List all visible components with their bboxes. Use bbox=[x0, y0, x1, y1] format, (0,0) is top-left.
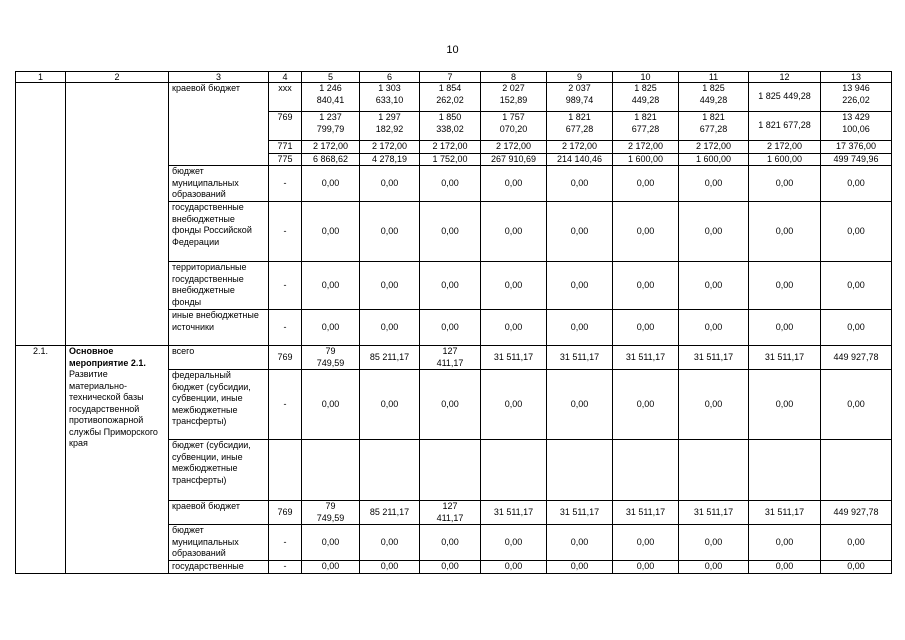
table-cell: 0,00 bbox=[481, 561, 547, 574]
table-cell: 0,00 bbox=[547, 525, 613, 561]
table-cell: 0,00 bbox=[613, 370, 679, 440]
table-cell: 17 376,00 bbox=[821, 141, 892, 154]
page-number: 10 bbox=[446, 44, 459, 56]
table-cell: 1 825 449,28 bbox=[749, 83, 821, 112]
column-header: 10 bbox=[613, 72, 679, 83]
table-cell bbox=[613, 440, 679, 501]
table-cell: 0,00 bbox=[613, 561, 679, 574]
table-cell: 1 854 262,02 bbox=[420, 83, 481, 112]
table-cell: 127 411,17 bbox=[420, 501, 481, 525]
table-cell: 0,00 bbox=[302, 202, 360, 262]
table-cell: 1 297 182,92 bbox=[360, 112, 420, 141]
table-cell: 1 821 677,28 bbox=[679, 112, 749, 141]
table-cell: 0,00 bbox=[613, 262, 679, 310]
table-cell: 0,00 bbox=[679, 310, 749, 346]
column-header: 7 bbox=[420, 72, 481, 83]
table-cell: 31 511,17 bbox=[481, 501, 547, 525]
table-cell: - bbox=[269, 310, 302, 346]
table-cell: 0,00 bbox=[302, 310, 360, 346]
table-cell: 0,00 bbox=[821, 310, 892, 346]
table-cell: 0,00 bbox=[420, 262, 481, 310]
table-cell: 31 511,17 bbox=[679, 501, 749, 525]
table-cell: 0,00 bbox=[821, 561, 892, 574]
table-cell: 1 303 633,10 bbox=[360, 83, 420, 112]
funding-source: бюджет муниципальных образований bbox=[169, 525, 269, 561]
table-cell: - bbox=[269, 561, 302, 574]
table-cell: 13 946 226,02 bbox=[821, 83, 892, 112]
table-cell: 1 825 449,28 bbox=[679, 83, 749, 112]
table-cell: 2 172,00 bbox=[547, 141, 613, 154]
table-cell: 0,00 bbox=[420, 561, 481, 574]
table-cell: 1 821 677,28 bbox=[547, 112, 613, 141]
table-cell: 0,00 bbox=[679, 166, 749, 202]
table-cell: 0,00 bbox=[749, 525, 821, 561]
funding-source: иные внебюджетные источники bbox=[169, 310, 269, 346]
event-number: 2.1. bbox=[16, 346, 66, 574]
table-cell bbox=[547, 440, 613, 501]
event-name bbox=[66, 346, 169, 574]
table-cell bbox=[420, 440, 481, 501]
table-cell: 0,00 bbox=[360, 561, 420, 574]
table-cell: 1 821 677,28 bbox=[749, 112, 821, 141]
table-cell: 0,00 bbox=[302, 525, 360, 561]
table-cell: 0,00 bbox=[547, 561, 613, 574]
table-cell: 0,00 bbox=[360, 202, 420, 262]
table-cell bbox=[302, 440, 360, 501]
table-cell: 0,00 bbox=[821, 166, 892, 202]
table-cell: 0,00 bbox=[749, 310, 821, 346]
table-cell: 79 749,59 bbox=[302, 346, 360, 370]
table-cell: 1 237 799,79 bbox=[302, 112, 360, 141]
table-cell: 13 429 100,06 bbox=[821, 112, 892, 141]
table-cell: 31 511,17 bbox=[547, 346, 613, 370]
table-cell: 31 511,17 bbox=[481, 346, 547, 370]
table-cell: 769 bbox=[269, 501, 302, 525]
funding-source: бюджет муниципальных образований bbox=[169, 166, 269, 202]
table-row bbox=[16, 72, 892, 83]
table-cell: 31 511,17 bbox=[613, 346, 679, 370]
table-cell: 0,00 bbox=[749, 166, 821, 202]
table-cell: 0,00 bbox=[302, 166, 360, 202]
table-cell: 31 511,17 bbox=[749, 501, 821, 525]
table-cell: 0,00 bbox=[302, 561, 360, 574]
table-cell: 0,00 bbox=[547, 310, 613, 346]
table-cell: 0,00 bbox=[481, 310, 547, 346]
table-cell: 0,00 bbox=[547, 166, 613, 202]
table-cell: 0,00 bbox=[547, 370, 613, 440]
column-header: 11 bbox=[679, 72, 749, 83]
table-cell: 6 868,62 bbox=[302, 153, 360, 166]
table-cell: 1 752,00 bbox=[420, 153, 481, 166]
column-header: 12 bbox=[749, 72, 821, 83]
table-cell: 2 172,00 bbox=[679, 141, 749, 154]
table-cell: 2 172,00 bbox=[481, 141, 547, 154]
table-cell: 1 850 338,02 bbox=[420, 112, 481, 141]
table-cell bbox=[360, 440, 420, 501]
table-cell: 0,00 bbox=[481, 166, 547, 202]
table-cell: 771 bbox=[269, 141, 302, 154]
table-cell: 31 511,17 bbox=[679, 346, 749, 370]
table-cell: 0,00 bbox=[420, 525, 481, 561]
table-cell: 0,00 bbox=[821, 525, 892, 561]
table-cell: 2 172,00 bbox=[302, 141, 360, 154]
table-cell: 0,00 bbox=[481, 202, 547, 262]
table-cell: 0,00 bbox=[481, 262, 547, 310]
table-cell: 0,00 bbox=[360, 525, 420, 561]
table-cell bbox=[269, 440, 302, 501]
table-cell: 31 511,17 bbox=[613, 501, 679, 525]
table-cell: 85 211,17 bbox=[360, 346, 420, 370]
table-cell: 449 927,78 bbox=[821, 501, 892, 525]
cell-number bbox=[16, 83, 66, 346]
table-cell: 0,00 bbox=[821, 262, 892, 310]
table-cell: - bbox=[269, 525, 302, 561]
table-cell: 0,00 bbox=[749, 202, 821, 262]
table-cell bbox=[821, 440, 892, 501]
table-cell: 0,00 bbox=[749, 262, 821, 310]
table-cell: 0,00 bbox=[821, 370, 892, 440]
table-cell: 0,00 bbox=[420, 310, 481, 346]
column-header: 8 bbox=[481, 72, 547, 83]
table-cell: - bbox=[269, 202, 302, 262]
funding-source: государственные bbox=[169, 561, 269, 574]
funding-source: всего bbox=[169, 346, 269, 370]
column-header: 2 bbox=[66, 72, 169, 83]
table-cell: 2 172,00 bbox=[420, 141, 481, 154]
table-cell: 1 600,00 bbox=[613, 153, 679, 166]
table-cell: 449 927,78 bbox=[821, 346, 892, 370]
table-cell: 769 bbox=[269, 112, 302, 141]
table-cell: 4 278,19 bbox=[360, 153, 420, 166]
table-cell bbox=[749, 440, 821, 501]
table-cell: 127 411,17 bbox=[420, 346, 481, 370]
funding-source: федеральный бюджет (субсидии, субвенции, иные межбюджетные трансферты) bbox=[169, 370, 269, 440]
table-cell: 85 211,17 bbox=[360, 501, 420, 525]
table-cell: 0,00 bbox=[302, 370, 360, 440]
table-cell: - bbox=[269, 370, 302, 440]
table-cell: 0,00 bbox=[679, 262, 749, 310]
column-header: 1 bbox=[16, 72, 66, 83]
table-cell: 0,00 bbox=[360, 262, 420, 310]
event-description: Развитие материально-технической базы государственной противопожарной службы Приморского края bbox=[69, 369, 158, 448]
table-cell: 79 749,59 bbox=[302, 501, 360, 525]
table-cell: 0,00 bbox=[749, 561, 821, 574]
column-header: 6 bbox=[360, 72, 420, 83]
table-cell: 0,00 bbox=[821, 202, 892, 262]
table-cell: 1 246 840,41 bbox=[302, 83, 360, 112]
table-cell: xxx bbox=[269, 83, 302, 112]
column-header: 9 bbox=[547, 72, 613, 83]
table-cell: 499 749,96 bbox=[821, 153, 892, 166]
table-cell: 0,00 bbox=[360, 310, 420, 346]
funding-source: краевой бюджет bbox=[169, 501, 269, 525]
table-cell: 0,00 bbox=[360, 166, 420, 202]
table-cell: 0,00 bbox=[481, 525, 547, 561]
table-cell: 0,00 bbox=[420, 370, 481, 440]
funding-source: бюджет (субсидии, субвенции, иные межбюджетные трансферты) bbox=[169, 440, 269, 501]
table-cell: 0,00 bbox=[481, 370, 547, 440]
table-cell: 0,00 bbox=[679, 370, 749, 440]
table-cell: 2 172,00 bbox=[749, 141, 821, 154]
table-cell: 0,00 bbox=[302, 262, 360, 310]
table-row bbox=[16, 83, 892, 112]
table-cell: 1 825 449,28 bbox=[613, 83, 679, 112]
cell-event-name bbox=[66, 83, 169, 346]
table-cell: 31 511,17 bbox=[547, 501, 613, 525]
table-cell: 1 600,00 bbox=[749, 153, 821, 166]
table-cell: 0,00 bbox=[749, 370, 821, 440]
table-cell: 1 821 677,28 bbox=[613, 112, 679, 141]
table-cell: - bbox=[269, 166, 302, 202]
column-header: 3 bbox=[169, 72, 269, 83]
table-cell: 0,00 bbox=[679, 525, 749, 561]
table-cell: - bbox=[269, 262, 302, 310]
funding-source: государственные внебюджетные фонды Российской Федерации bbox=[169, 202, 269, 262]
funding-source: краевой бюджет bbox=[169, 83, 269, 166]
table-cell: 0,00 bbox=[420, 166, 481, 202]
table-cell: 769 bbox=[269, 346, 302, 370]
column-header: 5 bbox=[302, 72, 360, 83]
table-cell: 0,00 bbox=[613, 166, 679, 202]
table-cell: 31 511,17 bbox=[749, 346, 821, 370]
table-cell: 0,00 bbox=[679, 561, 749, 574]
event-title: Основное мероприятие 2.1. bbox=[69, 346, 146, 368]
column-header: 4 bbox=[269, 72, 302, 83]
table-cell: 2 172,00 bbox=[360, 141, 420, 154]
table-cell: 775 bbox=[269, 153, 302, 166]
table-cell: 2 172,00 bbox=[613, 141, 679, 154]
table-cell: 0,00 bbox=[547, 202, 613, 262]
table-cell: 0,00 bbox=[613, 525, 679, 561]
table-cell: 0,00 bbox=[613, 310, 679, 346]
table-cell bbox=[481, 440, 547, 501]
table-cell: 1 600,00 bbox=[679, 153, 749, 166]
table-cell: 267 910,69 bbox=[481, 153, 547, 166]
table-row bbox=[16, 346, 892, 370]
table-cell: 1 757 070,20 bbox=[481, 112, 547, 141]
table-cell: 0,00 bbox=[420, 202, 481, 262]
table-cell: 214 140,46 bbox=[547, 153, 613, 166]
table-cell: 0,00 bbox=[360, 370, 420, 440]
table-cell: 2 037 989,74 bbox=[547, 83, 613, 112]
column-header: 13 bbox=[821, 72, 892, 83]
table-cell: 0,00 bbox=[613, 202, 679, 262]
table-cell bbox=[679, 440, 749, 501]
table-cell: 0,00 bbox=[679, 202, 749, 262]
table-cell: 2 027 152,89 bbox=[481, 83, 547, 112]
table-cell: 0,00 bbox=[547, 262, 613, 310]
funding-source: территориальные государственные внебюджетные фонды bbox=[169, 262, 269, 310]
budget-table bbox=[15, 71, 892, 574]
